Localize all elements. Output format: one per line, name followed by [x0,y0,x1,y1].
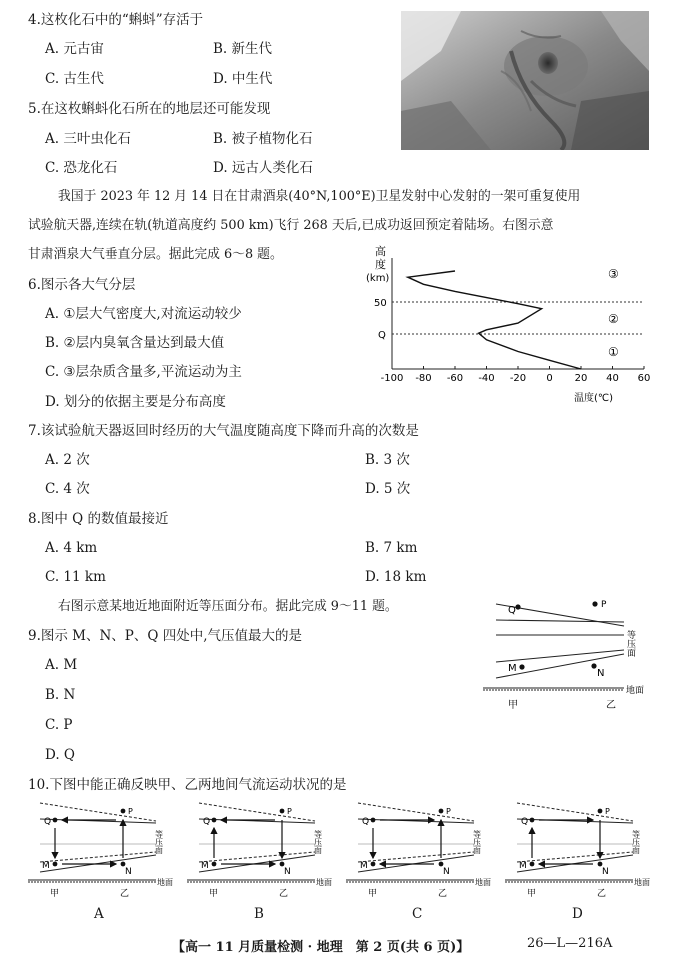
q10-diagram-d [505,800,653,900]
q9-option-d: D. Q [45,747,75,763]
svg-text:乙: 乙 [606,700,616,711]
q4-option-b: B. 新生代 [213,41,273,57]
svg-text:等压面: 等压面 [472,830,482,854]
q5-option-b: B. 被子植物化石 [213,131,313,147]
svg-text:P: P [287,807,292,816]
q7-option-b: B. 3 次 [365,452,410,468]
fossil-photo [401,11,649,150]
q10-diagram-b [187,800,335,900]
q5-stem: 5.在这枚蝌蚪化石所在的地层还可能发现 [28,101,271,117]
q8-option-a: A. 4 km [45,540,98,556]
q10-diagram-c [346,800,494,900]
svg-text:N: N [284,867,291,877]
svg-text:等压面: 等压面 [625,630,635,657]
x-tick-label: 40 [606,373,619,384]
svg-text:乙: 乙 [279,889,289,899]
q7-option-a: A. 2 次 [45,452,90,468]
q8-option-d: D. 18 km [365,569,427,585]
svg-text:M: M [508,663,517,674]
svg-text:N: N [602,867,609,877]
svg-text:Q: Q [44,817,52,827]
x-tick-label: -80 [415,373,432,384]
q9-option-b: B. N [45,687,76,703]
svg-text:乙: 乙 [120,889,130,899]
svg-text:M: M [201,861,209,871]
q9-stem: 9.图示 M、N、P、Q 四处中,气压值最大的是 [28,628,303,644]
svg-text:M: M [519,861,527,871]
svg-text:N: N [597,668,605,679]
q6-option-d: D. 划分的依据主要是分布高度 [45,394,226,410]
q6-option-b: B. ②层内臭氧含量达到最大值 [45,335,225,351]
q10-caption-a: A [94,906,104,922]
svg-text:地面: 地面 [626,686,645,696]
x-tick-label: 60 [637,373,651,384]
svg-text:甲: 甲 [508,700,518,711]
svg-text:P: P [605,807,610,816]
x-tick-label: -100 [380,373,404,384]
svg-text:甲: 甲 [527,889,537,899]
layer-2-label: ② [608,312,619,326]
q8-option-b: B. 7 km [365,540,418,556]
svg-text:甲: 甲 [209,889,219,899]
q10-caption-b: B [254,906,264,922]
svg-text:P: P [446,807,451,816]
x-tick-label: -20 [509,373,527,384]
svg-text:M: M [360,861,368,871]
svg-text:地面: 地面 [634,878,650,887]
svg-text:地面: 地面 [475,878,491,887]
q5-option-d: D. 远古人类化石 [213,160,313,176]
footer-page-info: 【高一 11 月质量检测 · 地理 第 2 页(共 6 页)】 [172,940,470,955]
q4-option-d: D. 中生代 [213,71,273,87]
svg-text:N: N [443,867,450,877]
svg-text:乙: 乙 [438,889,448,899]
q10-caption-c: C [412,906,423,922]
q10-diagram-a [28,800,176,900]
q6-option-a: A. ①层大气密度大,对流运动较少 [45,306,242,322]
y-axis-label-1: 高 [375,245,386,258]
intro-6-8-line3: 甘肃酒泉大气垂直分层。据此完成 6～8 题。 [28,247,283,262]
isobar-diagram [478,592,648,712]
svg-text:M: M [42,861,50,871]
svg-text:甲: 甲 [50,889,60,899]
intro-6-8-line2: 试验航天器,连续在轨(轨道高度约 500 km)飞行 268 天后,已成功返回预定着陆场。右图示意 [28,218,554,233]
q5-option-c: C. 恐龙化石 [45,160,118,176]
q10-stem: 10.下图中能正确反映甲、乙两地间气流运动状况的是 [28,777,347,793]
q7-option-d: D. 5 次 [365,481,411,497]
q4-stem: 4.这枚化石中的“蝌蚪”存活于 [28,12,204,28]
q6-stem: 6.图示各大气分层 [28,277,136,293]
x-tick-label: -40 [478,373,495,384]
q7-option-c: C. 4 次 [45,481,90,497]
svg-text:甲: 甲 [368,889,378,899]
svg-text:Q: Q [362,817,370,827]
svg-text:P: P [601,600,607,610]
q7-stem: 7.该试验航天器返回时经历的大气温度随高度下降而升高的次数是 [28,423,419,439]
q6-option-c: C. ③层杂质含量多,平流运动为主 [45,364,242,380]
layer-1-label: ① [608,345,619,359]
svg-text:等压面: 等压面 [313,830,323,854]
intro-6-8-line1: 我国于 2023 年 12 月 14 日在甘肃酒泉(40°N,100°E)卫星发射中心发射的一架可重复使用 [58,189,581,204]
q4-option-a: A. 元古宙 [45,41,104,57]
y-axis-unit: (km) [366,273,390,284]
svg-text:等压面: 等压面 [631,830,641,854]
q8-stem: 8.图中 Q 的数值最接近 [28,511,169,527]
intro-9-11: 右图示意某地近地面附近等压面分布。据此完成 9～11 题。 [58,599,398,614]
y-tick-q: Q [378,330,386,341]
svg-text:N: N [125,867,132,877]
q4-option-c: C. 古生代 [45,71,104,87]
q9-option-c: C. P [45,717,73,733]
footer-code: 26—L—216A [527,936,613,951]
q9-option-a: A. M [45,657,78,673]
svg-text:地面: 地面 [157,878,173,887]
y-axis-label-2: 度 [375,258,386,271]
svg-text:P: P [128,807,133,816]
q5-option-a: A. 三叶虫化石 [45,131,131,147]
layer-3-label: ③ [608,267,619,281]
svg-text:等压面: 等压面 [154,830,164,854]
x-tick-label: -60 [446,373,464,384]
svg-text:Q: Q [521,817,529,827]
atmosphere-layer-chart [362,243,652,405]
svg-text:乙: 乙 [597,889,607,899]
q10-caption-d: D [572,906,583,922]
x-axis-label: 温度(℃) [574,393,614,404]
temperature-curve [408,271,581,369]
q8-option-c: C. 11 km [45,569,106,585]
svg-text:地面: 地面 [316,878,332,887]
x-tick-label: 0 [546,373,553,384]
svg-text:Q: Q [508,605,516,616]
y-tick-50: 50 [374,298,387,309]
svg-text:Q: Q [203,817,211,827]
x-tick-label: 20 [574,373,588,384]
